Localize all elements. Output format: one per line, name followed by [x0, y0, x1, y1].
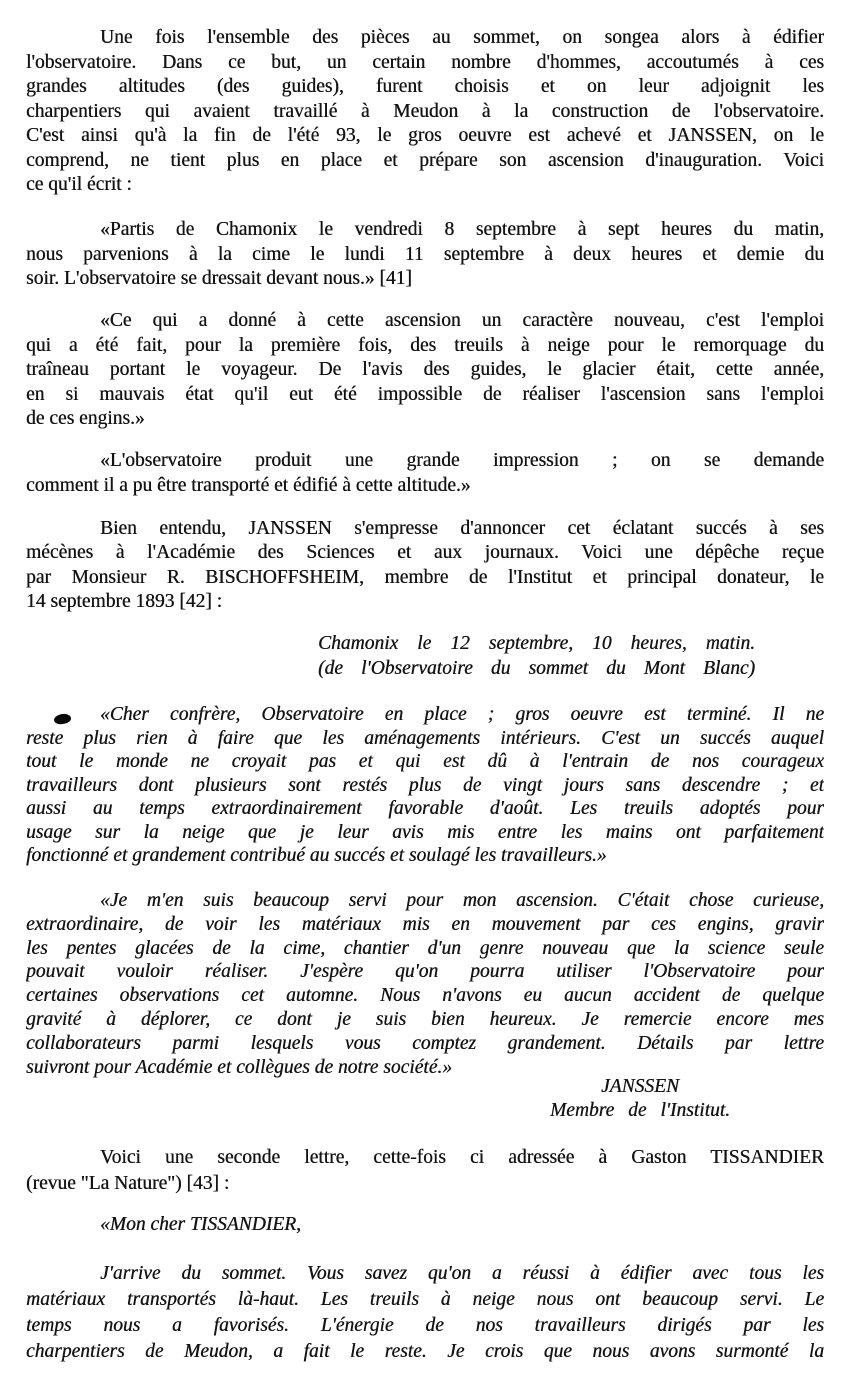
text-line: soir. L'observatoire se dressait devant nous.» [41]	[26, 268, 412, 289]
para-second-letter	[26, 1145, 824, 1197]
text-line: ce qu'il écrit :	[26, 174, 132, 195]
text-line: par Monsieur R. BISCHOFFSHEIM, membre de l'Institut et principal donateur, le	[26, 566, 824, 588]
text-line: nous parvenions à la cime le lundi 11 septembre à deux heures et demie du	[26, 243, 824, 265]
text-line: «Mon cher TISSANDIER,	[100, 1214, 301, 1235]
text-line: «Partis de Chamonix le vendredi 8 septembre à sept heures du matin,	[100, 219, 824, 240]
text-line: Membre de l'Institut.	[549, 1099, 731, 1121]
text-line: certaines observations cet automne. Nous n'avons eu aucun accident de quelque	[26, 985, 824, 1007]
quote-treuils	[26, 309, 824, 432]
letter-tissandier-body	[26, 1261, 824, 1365]
text-line: (de l'Observatoire du sommet du Mont Blanc)	[318, 658, 755, 679]
quote-departure	[26, 218, 824, 292]
text-line: Une fois l'ensemble des pièces au sommet, on songea alors à édifier	[100, 27, 824, 48]
text-line: travailleurs dont plusieurs sont restés plus de vingt jours sans descendre ; et	[26, 774, 824, 796]
quote-impression	[26, 449, 824, 498]
text-line: matériaux transportés là-haut. Les treuils à neige nous ont beaucoup servi. Le	[26, 1289, 824, 1310]
text-line: «Cher confrère, Observatoire en place ; gros oeuvre est terminé. Il ne	[100, 704, 824, 725]
text-line: aussi au temps extraordinairement favorable d'août. Les treuils adoptés pour	[26, 798, 824, 819]
text-line: l'observatoire. Dans ce but, un certain nombre d'hommes, accoutumés à ces	[26, 51, 824, 73]
text-line: comment il a pu être transporté et édifié à cette altitude.»	[26, 474, 471, 496]
text-line: mécènes à l'Académie des Sciences et aux journaux. Voici une dépêche reçue	[26, 542, 824, 564]
text-line: collaborateurs parmi lesquels vous comptez grandement. Détails par lettre	[26, 1032, 824, 1054]
text-line: qui a été fait, pour la première fois, des treuils à neige pour le remorquage du	[26, 334, 824, 356]
signature	[430, 1075, 850, 1122]
text-line: Voici une seconde lettre, cette-fois ci adressée à Gaston TISSANDIER	[100, 1147, 824, 1168]
para-announcement	[26, 517, 824, 614]
text-line: reste plus rien à faire que les aménagements intérieurs. C'est un succés auquel	[26, 727, 824, 749]
text-line: Bien entendu, JANSSEN s'empresse d'annoncer cet éclatant succés à ses	[100, 518, 824, 539]
text-line: J'arrive du sommet. Vous savez qu'on a réussi à édifier avec tous les	[100, 1263, 824, 1284]
dateline	[318, 631, 755, 681]
text-line: 14 septembre 1893 [42] :	[26, 590, 223, 612]
text-line: usage sur la neige que je leur avis mis entre les mains ont parfaitement	[26, 821, 824, 843]
text-line: charpentiers qui avaient travaillé à Meudon à la construction de l'observatoire.	[26, 100, 824, 122]
text-line: C'est ainsi qu'à la fin de l'été 93, le gros oeuvre est achevé et JANSSEN, on le	[26, 125, 824, 146]
letter-bischoffsheim-part-2	[26, 889, 824, 1079]
text-line: traîneau portant le voyageur. De l'avis des guides, le glacier était, cette année,	[26, 359, 824, 380]
text-line: «Je m'en suis beaucoup servi pour mon ascension. C'était chose curieuse,	[100, 890, 824, 911]
text-line: pouvait vouloir réaliser. J'espère qu'on pourra utiliser l'Observatoire pour	[26, 961, 824, 983]
text-line: (revue "La Nature") [43] :	[26, 1173, 230, 1194]
text-line: Chamonix le 12 septembre, 10 heures, matin.	[318, 633, 755, 654]
text-line: «L'observatoire produit une grande impression ; on se demande	[100, 450, 824, 471]
text-line: tout le monde ne croyait pas et qui est dû à l'entrain de nos courageux	[26, 751, 824, 772]
letter-bischoffsheim-part-1	[26, 703, 824, 868]
text-line: extraordinaire, de voir les matériaux mis en mouvement par ces engins, gravir	[26, 913, 824, 935]
text-line: comprend, ne tient plus en place et prépare son ascension d'inauguration. Voici	[26, 149, 824, 171]
text-line: grandes altitudes (des guides), furent choisis et on leur adjoignit les	[26, 76, 824, 97]
text-line: «Ce qui a donné à cette ascension un caractère nouveau, c'est l'emploi	[100, 310, 824, 331]
text-line: temps nous a favorisés. L'énergie de nos travailleurs dirigés par les	[26, 1315, 824, 1336]
text-line: suivront pour Académie et collègues de notre société.»	[26, 1056, 453, 1078]
text-line: gravité à déplorer, ce dont je suis bien heureux. Je remercie encore mes	[26, 1008, 824, 1030]
text-line: JANSSEN	[601, 1076, 679, 1097]
para-opening	[26, 26, 824, 198]
letter-tissandier-salutation	[26, 1212, 824, 1238]
text-line: en si mauvais état qu'il eut été impossible de réaliser l'ascension sans l'emploi	[26, 383, 824, 405]
text-line: les pentes glacées de la cime, chantier d'un genre nouveau que la science seule	[26, 937, 824, 959]
text-line: charpentiers de Meudon, a fait le reste. Je crois que nous avons surmonté la	[26, 1341, 824, 1362]
text-line: de ces engins.»	[26, 408, 145, 429]
text-line: fonctionné et grandement contribué au succés et soulagé les travailleurs.»	[26, 845, 607, 866]
